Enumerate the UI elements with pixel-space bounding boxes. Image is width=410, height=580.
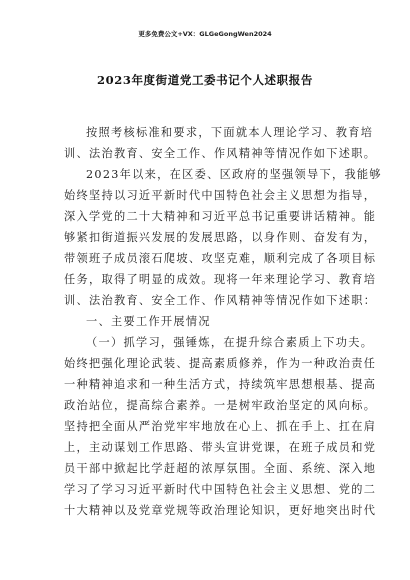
paragraph-line: 训、法治教育、安全工作、作风精神等情况作如下述职： — [64, 294, 377, 307]
header-note: 更多免费公文+VX：GLGeGongWen2024 — [138, 30, 272, 38]
paragraph-line: 始终坚持以习近平新时代中国特色社会主义思想为指导， — [64, 189, 377, 202]
paragraph-line: 学习了学习习近平新时代中国特色社会主义思想、党的二 — [64, 483, 377, 496]
paragraph-line: 坚持把全面从严治党牢牢地放在心上、抓在手上、扛在肩 — [64, 420, 377, 433]
document-title: 2023年度街道党工委书记个人述职报告 — [97, 73, 313, 87]
paragraph-line: 上，主动谋划工作思路、带头宣讲党课，在班子成员和党 — [64, 441, 377, 454]
paragraph-line: 始终把强化理论武装、提高素质修养，作为一种政治责任 — [64, 357, 377, 370]
paragraph-line: 政治站位，提高综合素养。一是树牢政治坚定的风向标。 — [64, 399, 377, 412]
paragraph-line: 2023年以来，在区委、区政府的坚强领导下，我能够 — [86, 168, 382, 181]
section-heading: 一、主要工作开展情况 — [86, 315, 211, 328]
paragraph-line: 一种精神追求和一种生活方式，持续筑牢思想根基、提高 — [64, 378, 377, 391]
paragraph-line: 带领班子成员滚石爬坡、攻坚克难，顺利完成了各项目标 — [64, 252, 377, 265]
paragraph-line: 十大精神以及党章党规等政治理论知识，更好地突出时代 — [64, 504, 377, 517]
paragraph-line: 任务，取得了明显的成效。现将一年来理论学习、教育培 — [64, 273, 377, 286]
document-body — [64, 114, 382, 521]
paragraph-line: 按照考核标准和要求，下面就本人理论学习、教育培 — [86, 126, 374, 139]
paragraph-line: 深入学党的二十大精神和习近平总书记重要讲话精神。能 — [64, 210, 377, 223]
subsection-heading: （一）抓学习，强锤炼，在提升综合素质上下功夫。 — [86, 336, 374, 349]
paragraph-line: 员干部中掀起比学赶超的浓厚氛围。全面、系统、深入地 — [64, 462, 377, 475]
paragraph-line: 够紧扣街道振兴发展的发展思路，以身作则、奋发有为， — [64, 231, 377, 244]
paragraph-line: 训、法治教育、安全工作、作风精神等情况作如下述职。 — [64, 147, 377, 160]
